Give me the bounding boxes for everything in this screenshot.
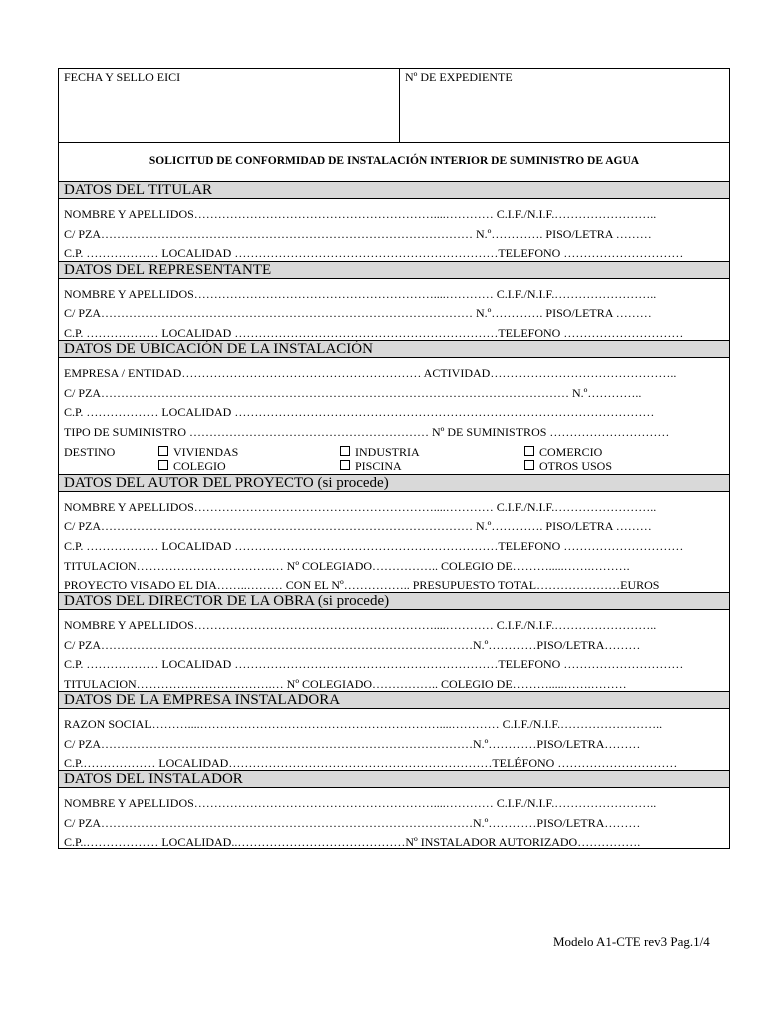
option-label: OTROS USOS bbox=[539, 459, 613, 473]
option-industria[interactable] bbox=[340, 446, 420, 459]
section-director-heading: DATOS DEL DIRECTOR DE LA OBRA (si procede) bbox=[59, 592, 729, 610]
autor-address-line: C/ PZA………………………………………………………………………………… N.º…………. PISO/LETRA ……… bbox=[64, 520, 652, 533]
destino-label: DESTINO bbox=[64, 445, 116, 459]
director-name-line: NOMBRE Y APELLIDOS……………………………………………………....………… C.I.F./N.I.F.…………………….. bbox=[64, 619, 657, 632]
titular-locality-line: C.P. ……………… LOCALIDAD …………………………………………………………TELEFONO ………………………… bbox=[64, 247, 684, 260]
section-ubicacion-heading: DATOS DE UBICACIÓN DE LA INSTALACIÓN bbox=[59, 340, 729, 358]
checkbox-icon[interactable] bbox=[340, 460, 350, 470]
option-label: INDUSTRIA bbox=[355, 445, 420, 459]
file-number-label: Nº DE EXPEDIENTE bbox=[405, 70, 513, 84]
empresa-address-line: C/ PZA…………………………………………………………………………………N.º…………PISO/LETRA……… bbox=[64, 738, 641, 751]
checkbox-icon[interactable] bbox=[340, 446, 350, 456]
stamp-label: FECHA Y SELLO EICI bbox=[64, 70, 181, 84]
instalador-address-line: C/ PZA…………………………………………………………………………………N.º…………PISO/LETRA……… bbox=[64, 817, 641, 830]
option-otros-usos[interactable] bbox=[524, 460, 612, 473]
option-label: VIVIENDAS bbox=[173, 445, 239, 459]
representante-address-line: C/ PZA………………………………………………………………………………… N.º…………. PISO/LETRA ……… bbox=[64, 307, 652, 320]
checkbox-icon[interactable] bbox=[524, 446, 534, 456]
option-viviendas[interactable] bbox=[158, 446, 238, 459]
page-footer: Modelo A1-CTE rev3 Pag.1/4 bbox=[553, 934, 710, 949]
ubicacion-supply-line: TIPO DE SUMINISTRO …………………………………………………… Nº DE SUMINISTROS ………………………… bbox=[64, 426, 670, 439]
section-empresa-heading: DATOS DE LA EMPRESA INSTALADORA bbox=[59, 691, 729, 709]
director-qualification-line: TITULACION…………………………….… Nº COLEGIADO…………….. COLEGIO DE……….....…….……… bbox=[64, 678, 627, 691]
autor-name-line: NOMBRE Y APELLIDOS……………………………………………………....………… C.I.F./N.I.F.…………………….. bbox=[64, 501, 657, 514]
director-locality-line: C.P. ……………… LOCALIDAD …………………………………………………………TELEFONO ………………………… bbox=[64, 658, 684, 671]
option-label: COMERCIO bbox=[539, 445, 603, 459]
autor-locality-line: C.P. ……………… LOCALIDAD …………………………………………………………TELEFONO ………………………… bbox=[64, 540, 684, 553]
instalador-locality-line: C.P..……………… LOCALIDAD..……………………………………Nº INSTALADOR AUTORIZADO……………. bbox=[64, 836, 641, 849]
instalador-name-line: NOMBRE Y APELLIDOS……………………………………………………....………… C.I.F./N.I.F.…………………….. bbox=[64, 797, 657, 810]
checkbox-icon[interactable] bbox=[524, 460, 534, 470]
option-comercio[interactable] bbox=[524, 446, 602, 459]
application-form bbox=[58, 68, 730, 849]
section-instalador-heading: DATOS DEL INSTALADOR bbox=[59, 770, 729, 788]
autor-qualification-line: TITULACION…………………………….… Nº COLEGIADO…………….. COLEGIO DE……….....…….………. bbox=[64, 560, 630, 573]
checkbox-icon[interactable] bbox=[158, 460, 168, 470]
ubicacion-locality-line: C.P. ……………… LOCALIDAD …………………………………………………………………………………………… bbox=[64, 406, 655, 419]
empresa-name-line: RAZON SOCIAL………....……………………………………………………....………… C.I.F./N.I.F.…………………….. bbox=[64, 718, 663, 731]
option-label: PISCINA bbox=[355, 459, 402, 473]
option-label: COLEGIO bbox=[173, 459, 226, 473]
section-representante-heading: DATOS DEL REPRESENTANTE bbox=[59, 261, 729, 279]
empresa-locality-line: C.P.……………… LOCALIDAD…………………………………………………………TELÉFONO ………………………… bbox=[64, 757, 678, 770]
option-piscina[interactable] bbox=[340, 460, 402, 473]
autor-project-line: PROYECTO VISADO EL DIA……..……… CON EL Nº…………….. PRESUPUESTO TOTAL…………………EUROS bbox=[64, 579, 660, 592]
option-colegio[interactable] bbox=[158, 460, 226, 473]
ubicacion-address-line: C/ PZA……………………………………………………………………………………………………… N.º………….. bbox=[64, 387, 642, 400]
titular-address-line: C/ PZA………………………………………………………………………………… N.º…………. PISO/LETRA ……… bbox=[64, 228, 652, 241]
form-title: SOLICITUD DE CONFORMIDAD DE INSTALACIÓN INTERIOR DE SUMINISTRO DE AGUA bbox=[148, 155, 640, 167]
representante-name-line: NOMBRE Y APELLIDOS……………………………………………………....………… C.I.F./N.I.F.…………………….. bbox=[64, 288, 657, 301]
section-titular-heading: DATOS DEL TITULAR bbox=[59, 181, 729, 199]
checkbox-icon[interactable] bbox=[158, 446, 168, 456]
stamp-cell bbox=[59, 69, 400, 142]
director-address-line: C/ PZA…………………………………………………………………………………N.º…………PISO/LETRA……… bbox=[64, 639, 641, 652]
header-row bbox=[59, 69, 729, 143]
representante-locality-line: C.P. ……………… LOCALIDAD …………………………………………………………TELEFONO ………………………… bbox=[64, 327, 684, 340]
ubicacion-company-line: EMPRESA / ENTIDAD…………………………………………………… ACTIVIDAD……………………………………….. bbox=[64, 367, 677, 380]
titular-name-line: NOMBRE Y APELLIDOS……………………………………………………....………… C.I.F./N.I.F.…………………….. bbox=[64, 208, 657, 221]
section-autor-heading: DATOS DEL AUTOR DEL PROYECTO (si procede) bbox=[59, 474, 729, 492]
